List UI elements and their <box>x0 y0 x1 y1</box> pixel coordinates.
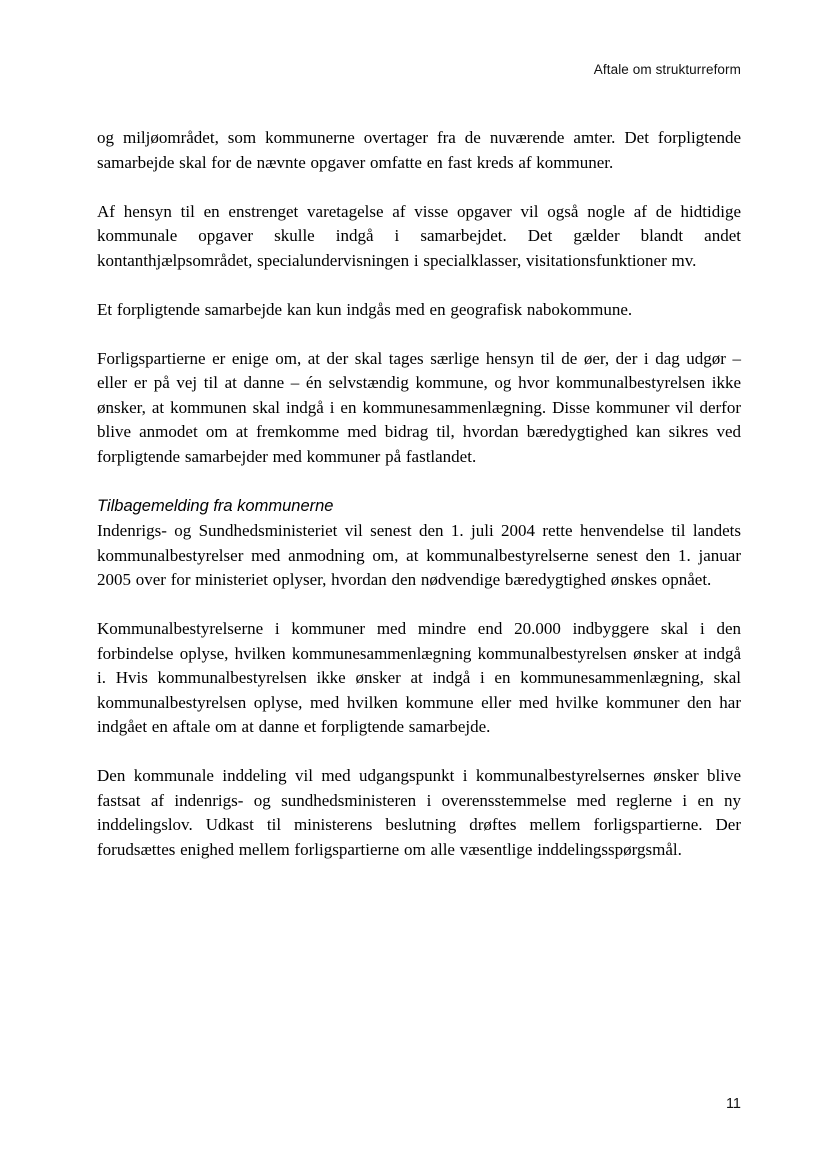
paragraph-3: Et forpligtende samarbejde kan kun indgås med en geografisk nabokommune. <box>97 299 633 319</box>
paragraph-4: Forligspartierne er enige om, at der skal tages særlige hensyn til de øer, der i dag udgør – eller er på vej til at danne – én selvstændig kommune, og hvor kommunalbestyrelsen ikke ønsker, at kommunen skal indgå i en kommunesammenlægning. Disse kommuner vil derfor blive anmodet om at fremkomme med bidrag til, hvordan bæredygtighed kan sikres ved forpligtende samarbejder med kommuner på fastlandet. <box>97 348 741 466</box>
running-header: Aftale om strukturreform <box>593 62 741 77</box>
paragraph-2: Af hensyn til en enstrenget varetagelse af visse opgaver vil også nogle af de hidtidige kommunale opgaver skulle indgå i samarbejdet. Det gælder blandt andet kontanthjælpsområdet, specialundervisningen i specialklasser, visitationsfunktioner mv. <box>97 201 741 270</box>
paragraph-7: Den kommunale inddeling vil med udgangspunkt i kommunalbestyrelsernes ønsker blive fastsat af indenrigs- og sundhedsministeren i overensstemmelse med reglerne i en ny inddelingslov. Udkast til ministerens beslutning drøftes mellem forligspartierne. Der forudsættes enighed mellem forligspartierne om alle væsentlige inddelingsspørgsmål. <box>97 766 741 859</box>
paragraph-1: og miljøområdet, som kommunerne overtager fra de nuværende amter. Det forpligtende samarbejde skal for de nævnte opgaver omfatte en fast kreds af kommuner. <box>97 128 741 172</box>
page-number: 11 <box>725 1096 741 1112</box>
paragraph-5: Indenrigs- og Sundhedsministeriet vil senest den 1. juli 2004 rette henvendelse til landets kommunalbestyrelser med anmodning om, at kommunalbestyrelserne senest den 1. januar 2005 over for ministeriet oplyser, hvordan den nødvendige bæredygtighed ønskes opnået. <box>97 521 741 589</box>
paragraph-6: Kommunalbestyrelserne i kommuner med mindre end 20.000 indbyggere skal i den forbindelse oplyse, hvilken kommunesammenlægning kommunalbestyrelsen ønsker at indgå i. Hvis kommunalbestyrelsen ikke ønsker at indgå i en kommunesammenlægning, skal kommunalbestyrelsen oplyse, med hvilken kommune eller med hvilke kommuner den har indgået en aftale om at danne et forpligtende samarbejde. <box>97 619 741 736</box>
document-body <box>97 126 741 887</box>
section-heading: Tilbagemelding fra kommunerne <box>97 496 334 515</box>
